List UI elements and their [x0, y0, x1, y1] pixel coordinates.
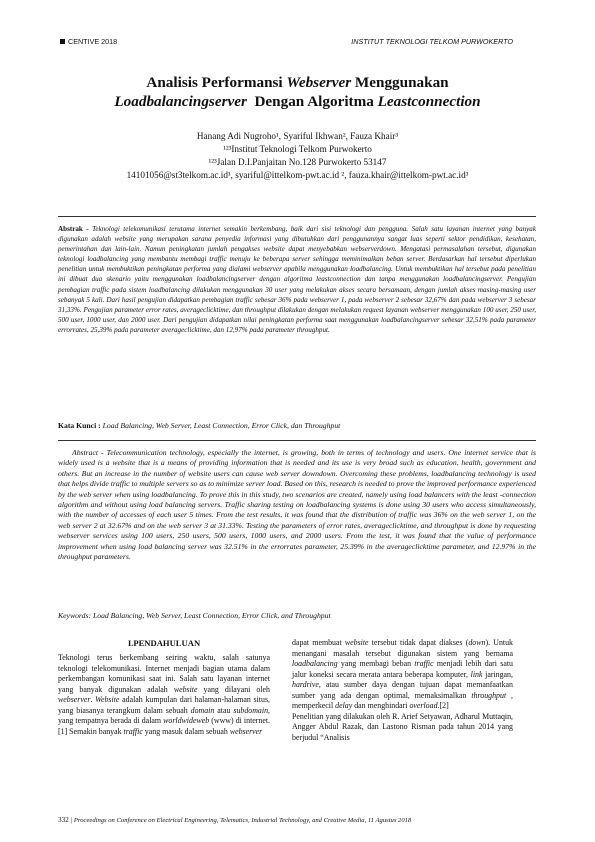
- text: yang dilayani oleh: [197, 684, 270, 694]
- text: atau: [214, 705, 234, 715]
- page-footer: [58, 816, 536, 824]
- text: yang masuk dalam sebuah: [142, 726, 230, 736]
- section-heading: I.PENDAHULUAN: [127, 638, 201, 648]
- footer-text: | Proceedings on Conference on Electrical Engineering, Telematics, Industrial Technology, and Creative Media, 11 Agustus 2018: [70, 817, 412, 824]
- text: yang membagi beban: [337, 659, 415, 668]
- text: .: [90, 695, 96, 704]
- text: , memperkecil: [292, 690, 513, 710]
- text: jaringan,: [482, 669, 513, 679]
- right-column: [292, 638, 513, 743]
- text: tersebut tidak dapat diakses (: [368, 638, 469, 647]
- text: traffic: [414, 659, 434, 668]
- text: subdomain: [233, 705, 269, 715]
- text: Website: [95, 695, 120, 704]
- header-conference: CENTIVE 2018: [68, 37, 118, 46]
- text: hardrive: [292, 680, 319, 689]
- author-emails: 14101056@st3telkom.ac.id¹, syariful@ittelkom-pwt.ac.id ², fauza.khair@ittelkom-pwt.ac.id³: [126, 170, 469, 180]
- text: delay: [335, 701, 353, 710]
- kata-kunci-text: Load Balancing, Web Server, Least Connection, Error Click, dan Throughput: [100, 421, 341, 430]
- english-abstract: Abstract - Telecommunication technology, especially the internet, is growing, both in terms of technology and users. One internet service that is widely used is a website that is a means of providing information that is needed and its use is very broad such as education, health, government and others. But an increase in the number of website users can cause web server downdown. Overcoming these problems, loadbalancing technology is used that helps divide traffic to multiple servers so as to minimize server load. Based on this, research is needed to prove the improved performance experienced by the web server when using loadbalancing. To prove this in this study, two scenarios are created, namely using load balancers with the least -connection algorithm and without using load balancing servers. Traffic sharing testing on loadbalancing systems is done using 30 users who access simultaneously, with the number of accesses of each user 5 times. From the test results, it was found that the distribution of traffic was 36% on the web server 1, on the web server 2 at 32.67% and on the web server 3 at 31.33%. Testing the parameters of error rates, averageclicktime, and throughput is done by requesting webserver services using 100 users, 250 users, 500 users, 1000 users, and 2000 users. From the test, it was found that the value of performance improvement when using load balancing server was 32.51% in the errorrates parameter, 25.39% in the averageclicktime parameter, and 12.97% in the throughput parameters.: [58, 448, 536, 562]
- text: overload: [409, 701, 438, 710]
- text: Teknologi terus berkembang seiring waktu, salah satunya teknologi telekomunikasi. Internet menjadi bagian utama dalam perkembangan komunikasi saat ini. Salah satu layanan internet yang banyak digunakan adalah: [58, 653, 270, 694]
- square-bullet-icon: [60, 39, 65, 44]
- author-block: [40, 130, 555, 182]
- title-part: Analisis Performansi: [146, 74, 287, 91]
- english-keywords: Keywords: Load Balancing, Web Server, Least Connection, Error Click, and Throughput: [58, 611, 331, 620]
- text: webserver: [229, 726, 263, 736]
- kata-kunci-label: Kata Kunci :: [58, 421, 101, 430]
- divider: [58, 440, 536, 441]
- paragraph: [292, 638, 513, 712]
- text: , atau sumber daya dengan tujuan dapat memanfaatkan sumber yang ada dengan optimal, memaksimalkan: [292, 680, 513, 700]
- text: .[2]: [437, 701, 449, 710]
- text: domain: [190, 705, 215, 715]
- author-address: ¹²³Jalan D.I.Panjaitan No.128 Purwokerto 53147: [208, 157, 387, 167]
- paragraph: [58, 653, 270, 737]
- text: traffic: [123, 726, 143, 736]
- paper-title: [40, 73, 555, 111]
- abstrak-text: Teknologi telekomunikasi terutama internet semakin berkembang, baik dari sisi teknologi dan pengguna. Salah satu layanan internet yang banyak digunakan adalah website yang merupakan sarana penyedia informasi yang dibutuhkan dari penggunannya sangat luas seperti sektor pendidikan, kesehatan, pemerintahan dan lain-lain. Namun peningkatan jumlah pengakses website dapat menyebabkan webserverdown. Mengatasi permasalahan tersebut, digunakan teknologi loadbalancing yang membantu membagi traffic menuju ke beberapa server sehingga meminimalkan beban server. Berdasarkan hal tersebut diperlukan penelitian untuk membuktikan peningkatan performa yang dialami webserver apabila menggunakan loadbalancing. Untuk membuktikan hal tersebut pada penelitian ini dibuat dua skenario yaitu menggunakan loadbalancingserver dengan algoritma leastconnection dan tanpa menggunakan loadbalancingserver. Pengujian pembagian traffic pada sistem loadbalancing dilakukan menggunakan 30 user yang melakukan akses secara bersamaan, dengan jumlah akses masing-masing user sebanyak 5 kali. Dari hasil pengujian didapatkan pembagian traffic sebesar 36% pada webserver 1, pada webserver 2 sebesar 32,67% dan pada webserver 3 sebesar 31,33%. Pengujian parameter error rates, averageclicktime, dan throughput dilakukan dengan melakukan request layanan webserver menggunakan 100 user, 250 user, 500 user, 1000 user, dan 2000 user. Dari pengujian didapatkan nilai peningkatan performa saat menggunakan loadbalancingserver sebesar 32,51% pada parameter errorrates, 25,39% pada parameter averageclicktime, dan 12,97% pada parameter throughput.: [58, 225, 537, 334]
- divider: [58, 216, 536, 217]
- title-part: Dengan Algoritma: [246, 93, 378, 110]
- author-affiliation: ¹²³Institut Teknologi Telkom Purwokerto: [223, 144, 372, 154]
- abstrak: [58, 224, 536, 335]
- page-number: 332: [58, 816, 69, 824]
- kata-kunci: [58, 421, 536, 430]
- paragraph: Penelitian yang dilakukan oleh R. Arief Setyawan, Adharul Muttaqin, Angger Abdul Razak, dan Lastono Risman pada tahun 2014 yang berjudul “Analisis: [292, 711, 513, 742]
- text: website: [173, 684, 198, 694]
- text: dapat membuat: [292, 638, 345, 647]
- text: link: [470, 669, 483, 679]
- text: (www) di internet. [1] Semakin banyak: [58, 716, 270, 736]
- author-names: Hanang Adi Nugroho¹, Syariful Ikhwan², Fauza Khair³: [196, 131, 399, 141]
- title-part: Leastconnection: [377, 93, 481, 110]
- title-part: Loadbalancingserver: [114, 93, 247, 110]
- text: website: [344, 638, 369, 647]
- text: down: [468, 638, 486, 647]
- text: throughput: [471, 690, 507, 700]
- text: ). Untuk menangani masalah tersebut digunakan sistem yang bernama: [292, 638, 513, 658]
- text: dan menghindari: [352, 701, 410, 710]
- header-institution: INSTITUT TEKNOLOGI TELKOM PURWOKERTO: [351, 37, 513, 46]
- header-left: [60, 37, 117, 46]
- abstrak-label: Abstrak -: [58, 225, 89, 233]
- text: webserver: [58, 695, 91, 704]
- title-part: Menggunakan: [351, 74, 449, 91]
- text: menjadi lebih dari satu jalur koneksi secara merata antara beberapa komputer,: [292, 659, 513, 679]
- left-column: [58, 653, 270, 737]
- text: worldwideweb: [163, 716, 210, 725]
- text: loadbalancing: [292, 659, 338, 668]
- text: adalah kumpulan dari halaman-halaman situs, yang biasanya terangkum dalam sebuah: [58, 695, 270, 715]
- text: , yang tempatnya berada di dalam: [58, 705, 270, 725]
- title-part: Webserver: [286, 74, 352, 91]
